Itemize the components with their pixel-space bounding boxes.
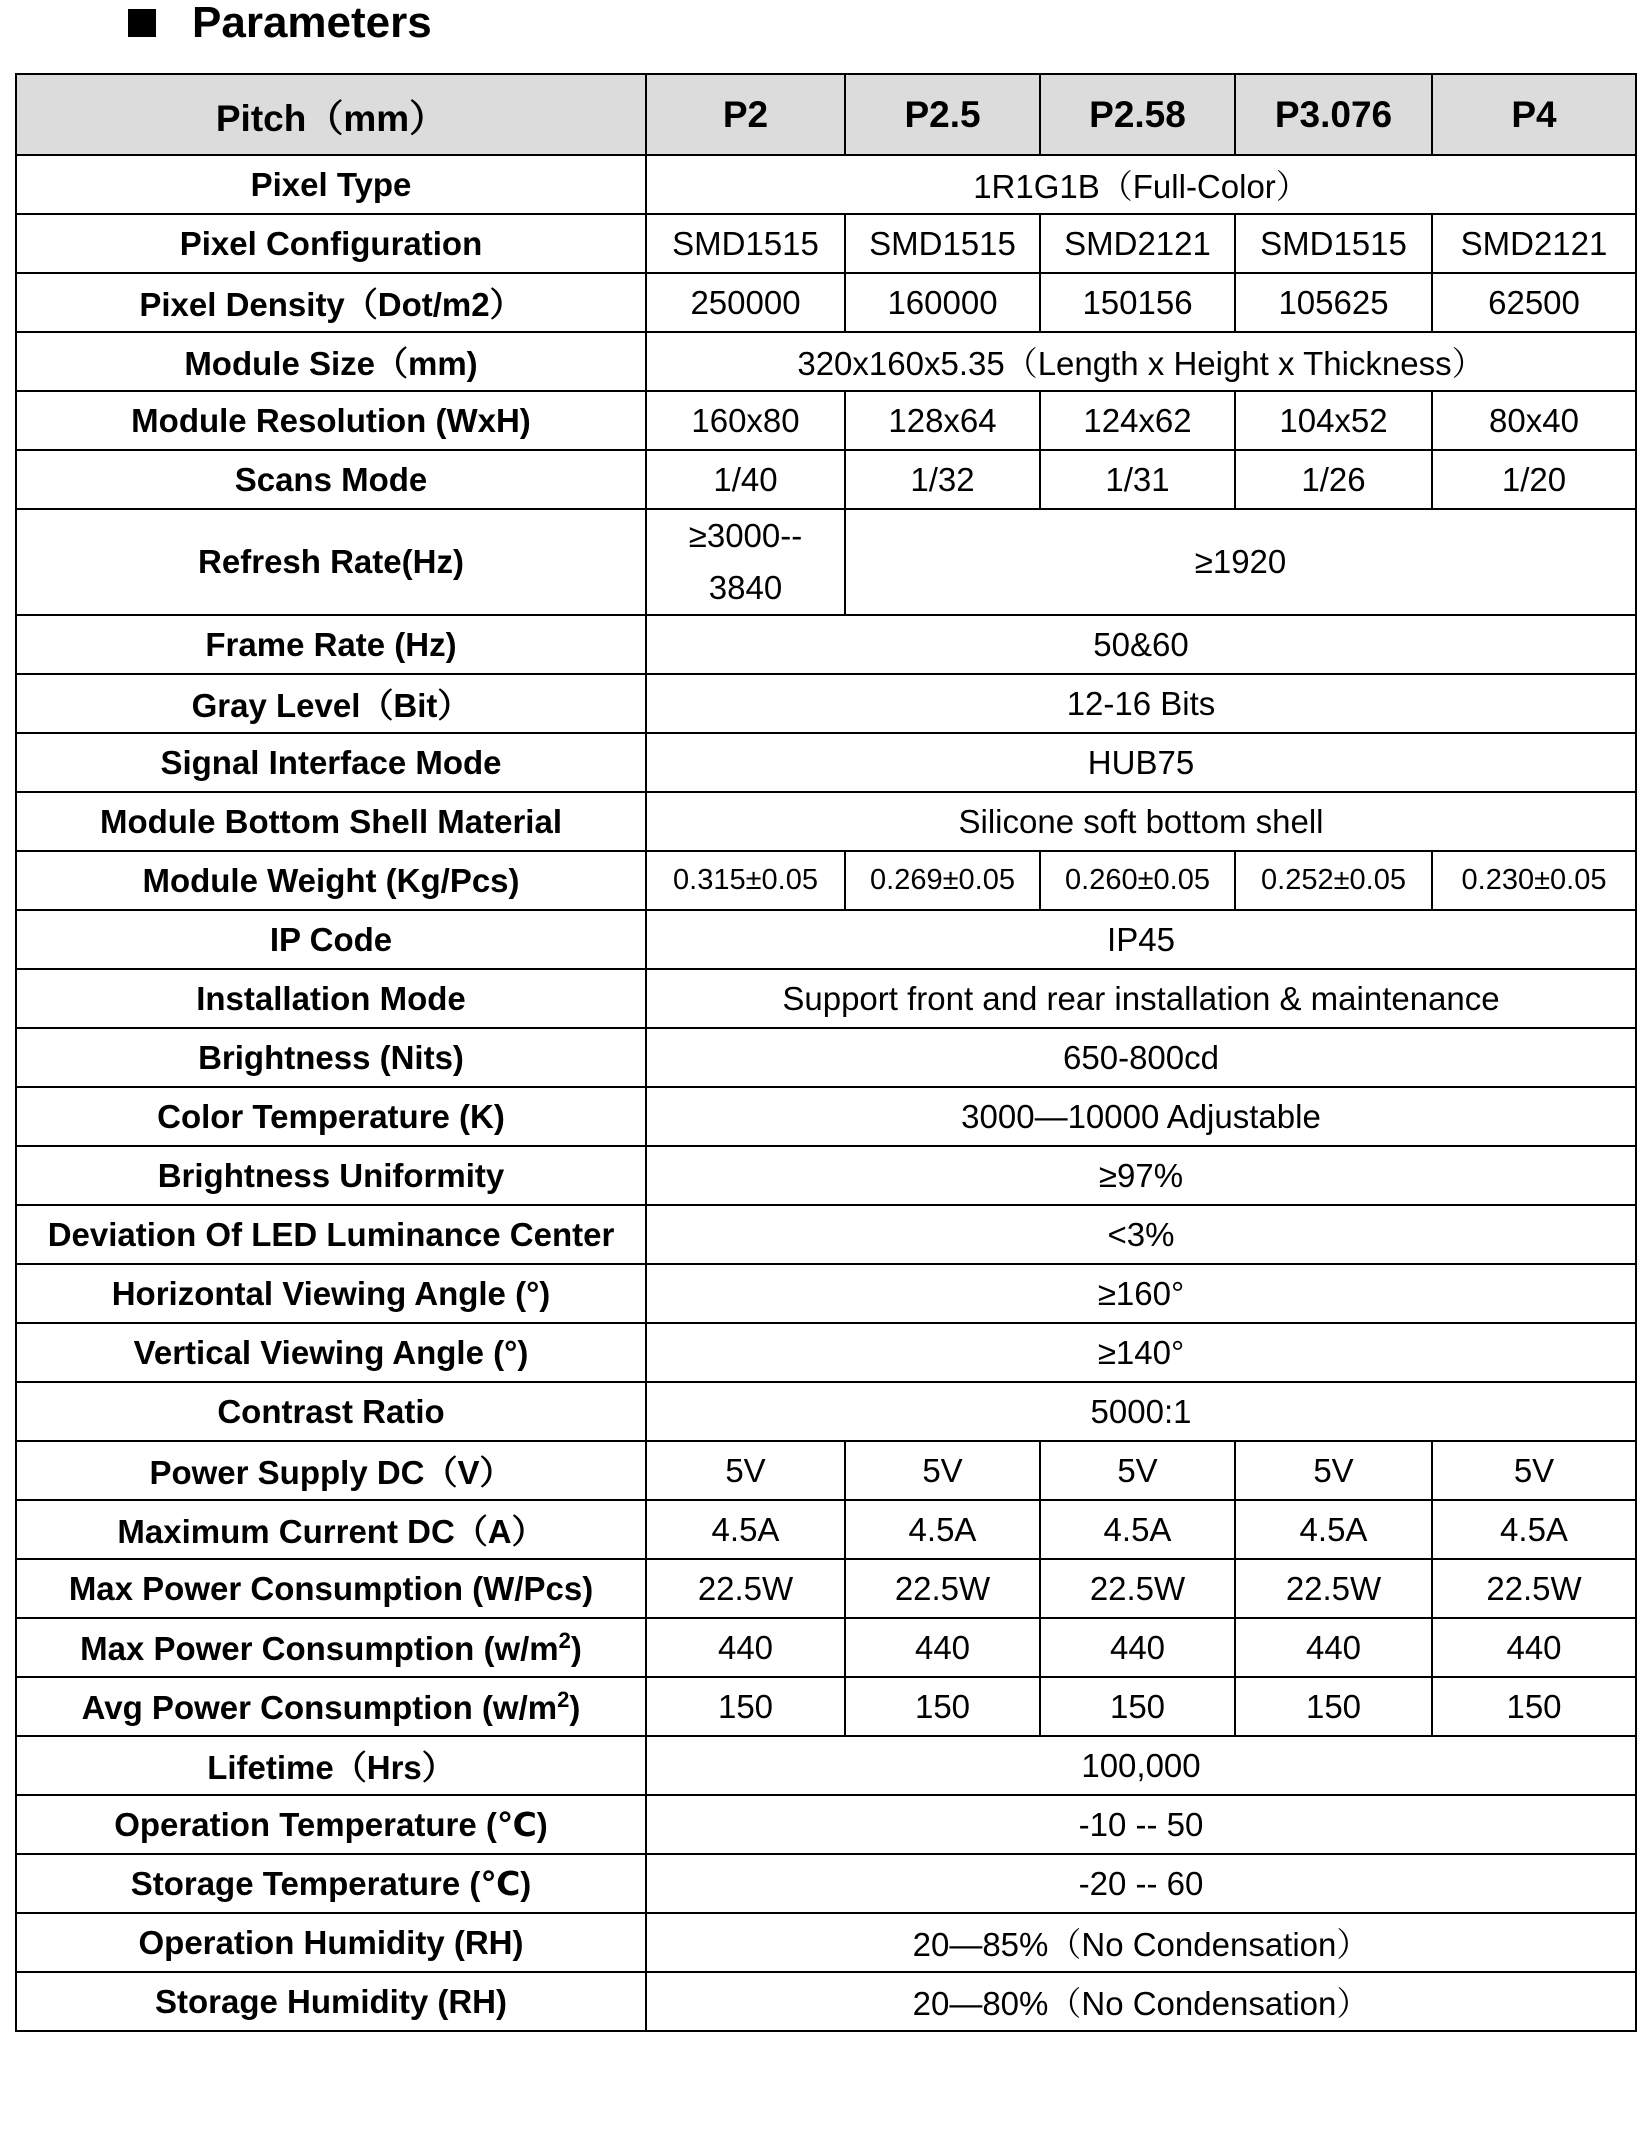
row-label: Module Bottom Shell Material bbox=[16, 792, 646, 851]
row-value: -10 -- 50 bbox=[646, 1795, 1636, 1854]
row-label: Pixel Density（Dot/m2） bbox=[16, 273, 646, 332]
table-row bbox=[16, 1972, 1636, 2031]
row-label: Brightness Uniformity bbox=[16, 1146, 646, 1205]
row-cell: SMD1515 bbox=[1235, 214, 1432, 273]
row-cell: 4.5A bbox=[1235, 1500, 1432, 1559]
row-cell: 0.269±0.05 bbox=[845, 851, 1040, 910]
row-cell: 62500 bbox=[1432, 273, 1636, 332]
row-cell: 150 bbox=[1235, 1677, 1432, 1736]
table-row bbox=[16, 910, 1636, 969]
row-label: Module Resolution (WxH) bbox=[16, 391, 646, 450]
row-cell: 150 bbox=[646, 1677, 845, 1736]
table-row bbox=[16, 1382, 1636, 1441]
row-cell: 105625 bbox=[1235, 273, 1432, 332]
row-cell: 1/31 bbox=[1040, 450, 1235, 509]
row-cell: 0.260±0.05 bbox=[1040, 851, 1235, 910]
row-cell: 440 bbox=[1040, 1618, 1235, 1677]
row-cell: 22.5W bbox=[646, 1559, 845, 1618]
section-title-text: Parameters bbox=[192, 0, 432, 47]
table-row bbox=[16, 1028, 1636, 1087]
row-value: <3% bbox=[646, 1205, 1636, 1264]
row-value: ≥1920 bbox=[845, 509, 1636, 615]
table-row bbox=[16, 1618, 1636, 1677]
table-row bbox=[16, 273, 1636, 332]
row-label: Deviation Of LED Luminance Center bbox=[16, 1205, 646, 1264]
label-suffix: ) bbox=[570, 1629, 582, 1667]
header-col-p2-5: P2.5 bbox=[845, 74, 1040, 155]
table-header-row bbox=[16, 74, 1636, 155]
row-cell: 5V bbox=[1432, 1441, 1636, 1500]
table-row bbox=[16, 1795, 1636, 1854]
row-value: ≥160° bbox=[646, 1264, 1636, 1323]
row-value: 1R1G1B（Full-Color） bbox=[646, 155, 1636, 214]
row-label: Gray Level（Bit） bbox=[16, 674, 646, 733]
row-cell bbox=[646, 509, 845, 615]
table-row bbox=[16, 1559, 1636, 1618]
row-cell: 22.5W bbox=[1235, 1559, 1432, 1618]
table-row bbox=[16, 214, 1636, 273]
row-value: Support front and rear installation & maintenance bbox=[646, 969, 1636, 1028]
parameters-table bbox=[15, 73, 1637, 2032]
row-cell: 440 bbox=[1432, 1618, 1636, 1677]
row-cell: 124x62 bbox=[1040, 391, 1235, 450]
table-row bbox=[16, 1323, 1636, 1382]
refresh-rate-line-2: 3840 bbox=[708, 569, 783, 606]
table-row bbox=[16, 332, 1636, 391]
row-label: Scans Mode bbox=[16, 450, 646, 509]
row-label: Maximum Current DC（A） bbox=[16, 1500, 646, 1559]
row-value: 50&60 bbox=[646, 615, 1636, 674]
row-value: ≥97% bbox=[646, 1146, 1636, 1205]
row-cell: 440 bbox=[1235, 1618, 1432, 1677]
row-cell: 440 bbox=[646, 1618, 845, 1677]
header-col-p2-58: P2.58 bbox=[1040, 74, 1235, 155]
row-cell: 5V bbox=[1040, 1441, 1235, 1500]
label-text: Avg Power Consumption (w/m bbox=[81, 1688, 558, 1726]
row-label: Operation Temperature (℃) bbox=[16, 1795, 646, 1854]
row-cell: 5V bbox=[646, 1441, 845, 1500]
row-value: IP45 bbox=[646, 910, 1636, 969]
row-cell: 160000 bbox=[845, 273, 1040, 332]
table-row bbox=[16, 674, 1636, 733]
row-value: 20—85%（No Condensation） bbox=[646, 1913, 1636, 1972]
row-cell: 150 bbox=[845, 1677, 1040, 1736]
table-row bbox=[16, 851, 1636, 910]
table-row bbox=[16, 1441, 1636, 1500]
row-label: Contrast Ratio bbox=[16, 1382, 646, 1441]
table-row bbox=[16, 391, 1636, 450]
row-cell: 22.5W bbox=[1040, 1559, 1235, 1618]
row-value: 650-800cd bbox=[646, 1028, 1636, 1087]
row-label: Module Size（mm) bbox=[16, 332, 646, 391]
table-row bbox=[16, 1854, 1636, 1913]
row-cell: 0.230±0.05 bbox=[1432, 851, 1636, 910]
row-label: Color Temperature (K) bbox=[16, 1087, 646, 1146]
row-label bbox=[16, 1618, 646, 1677]
row-value: 320x160x5.35（Length x Height x Thickness） bbox=[646, 332, 1636, 391]
row-cell: 4.5A bbox=[1432, 1500, 1636, 1559]
section-heading bbox=[128, 0, 432, 46]
row-value: 100,000 bbox=[646, 1736, 1636, 1795]
row-cell: 4.5A bbox=[1040, 1500, 1235, 1559]
row-cell: 4.5A bbox=[646, 1500, 845, 1559]
table-row bbox=[16, 1913, 1636, 1972]
row-value: ≥140° bbox=[646, 1323, 1636, 1382]
row-label: Refresh Rate(Hz) bbox=[16, 509, 646, 615]
row-cell: 80x40 bbox=[1432, 391, 1636, 450]
row-label: Horizontal Viewing Angle (°) bbox=[16, 1264, 646, 1323]
row-cell: 250000 bbox=[646, 273, 845, 332]
label-superscript: 2 bbox=[557, 1686, 570, 1712]
row-value: 12-16 Bits bbox=[646, 674, 1636, 733]
table-row bbox=[16, 969, 1636, 1028]
table-row bbox=[16, 1087, 1636, 1146]
row-cell: 1/26 bbox=[1235, 450, 1432, 509]
row-cell: SMD1515 bbox=[646, 214, 845, 273]
row-value: Silicone soft bottom shell bbox=[646, 792, 1636, 851]
label-suffix: ) bbox=[569, 1688, 581, 1726]
table-row bbox=[16, 1264, 1636, 1323]
row-cell: SMD1515 bbox=[845, 214, 1040, 273]
row-label: Pixel Type bbox=[16, 155, 646, 214]
table-row bbox=[16, 1677, 1636, 1736]
row-label: Power Supply DC（V） bbox=[16, 1441, 646, 1500]
row-label: Operation Humidity (RH) bbox=[16, 1913, 646, 1972]
refresh-rate-line-1: ≥3000-- bbox=[688, 517, 803, 554]
row-cell: 1/40 bbox=[646, 450, 845, 509]
row-label: IP Code bbox=[16, 910, 646, 969]
row-cell: 1/20 bbox=[1432, 450, 1636, 509]
table-row bbox=[16, 1146, 1636, 1205]
row-cell: SMD2121 bbox=[1040, 214, 1235, 273]
row-value: 3000—10000 Adjustable bbox=[646, 1087, 1636, 1146]
header-col-p4: P4 bbox=[1432, 74, 1636, 155]
row-cell: SMD2121 bbox=[1432, 214, 1636, 273]
table-row bbox=[16, 450, 1636, 509]
row-cell: 160x80 bbox=[646, 391, 845, 450]
table-row bbox=[16, 1736, 1636, 1795]
table-row bbox=[16, 155, 1636, 214]
row-cell: 150156 bbox=[1040, 273, 1235, 332]
row-label: Signal Interface Mode bbox=[16, 733, 646, 792]
row-cell: 440 bbox=[845, 1618, 1040, 1677]
row-cell: 0.252±0.05 bbox=[1235, 851, 1432, 910]
row-cell: 150 bbox=[1040, 1677, 1235, 1736]
row-value: HUB75 bbox=[646, 733, 1636, 792]
row-label: Vertical Viewing Angle (°) bbox=[16, 1323, 646, 1382]
row-value: 20—80%（No Condensation） bbox=[646, 1972, 1636, 2031]
row-value: -20 -- 60 bbox=[646, 1854, 1636, 1913]
table-row bbox=[16, 509, 1636, 615]
row-cell: 104x52 bbox=[1235, 391, 1432, 450]
label-superscript: 2 bbox=[558, 1627, 571, 1653]
row-label bbox=[16, 1677, 646, 1736]
header-col-p3-076: P3.076 bbox=[1235, 74, 1432, 155]
row-label: Frame Rate (Hz) bbox=[16, 615, 646, 674]
table-row bbox=[16, 1205, 1636, 1264]
header-col-p2: P2 bbox=[646, 74, 845, 155]
table-row bbox=[16, 792, 1636, 851]
row-label: Storage Humidity (RH) bbox=[16, 1972, 646, 2031]
row-label: Storage Temperature (℃) bbox=[16, 1854, 646, 1913]
row-cell: 5V bbox=[1235, 1441, 1432, 1500]
row-cell: 22.5W bbox=[845, 1559, 1040, 1618]
row-value: 5000:1 bbox=[646, 1382, 1636, 1441]
row-cell: 128x64 bbox=[845, 391, 1040, 450]
row-cell: 150 bbox=[1432, 1677, 1636, 1736]
row-label: Brightness (Nits) bbox=[16, 1028, 646, 1087]
header-pitch-label: Pitch（mm） bbox=[16, 74, 646, 155]
square-bullet-icon bbox=[128, 9, 156, 37]
row-cell: 0.315±0.05 bbox=[646, 851, 845, 910]
row-label: Lifetime（Hrs） bbox=[16, 1736, 646, 1795]
row-cell: 1/32 bbox=[845, 450, 1040, 509]
row-cell: 4.5A bbox=[845, 1500, 1040, 1559]
row-cell: 5V bbox=[845, 1441, 1040, 1500]
row-label: Pixel Configuration bbox=[16, 214, 646, 273]
row-label: Installation Mode bbox=[16, 969, 646, 1028]
row-label: Max Power Consumption (W/Pcs) bbox=[16, 1559, 646, 1618]
table-row bbox=[16, 733, 1636, 792]
label-text: Max Power Consumption (w/m bbox=[80, 1629, 559, 1667]
row-cell: 22.5W bbox=[1432, 1559, 1636, 1618]
table-row bbox=[16, 1500, 1636, 1559]
table-row bbox=[16, 615, 1636, 674]
row-label: Module Weight (Kg/Pcs) bbox=[16, 851, 646, 910]
